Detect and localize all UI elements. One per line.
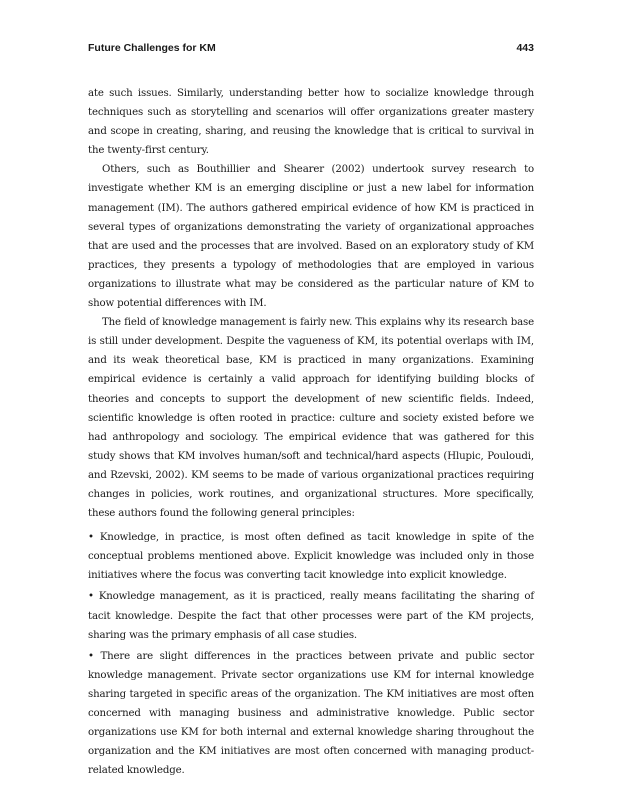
page-header: [88, 42, 534, 58]
bullet-icon: •: [88, 532, 94, 544]
list-item-text: There are slight differences in the practices between private and public sector knowledge management. Private sector organizations use KM for internal knowledge sharing targeted in specific areas of the organization. The KM initiatives are most often concerned with managing business and administrative knowledge. Public sector organizations use KM for both internal and external knowledge sharing throughout the organization and the KM initiatives are most often concerned with managing product-related knowledge.: [88, 650, 535, 777]
bullet-icon: •: [88, 650, 94, 662]
paragraph: The field of knowledge management is fairly new. This explains why its research base is still under development. Despite the vagueness of KM, its potential overlaps with IM, and its weak theoretical base, KM is practiced in many organizations. Examining empirical evidence is certainly a valid approach for identifying building blocks of theories and concepts to support the development of new scientific fields. Indeed, scientific knowledge is often rooted in practice: culture and society existed before we had anthropology and sociology. The empirical evidence that was gathered for this study shows that KM involves human/soft and technical/hard aspects (Hlupic, Pouloudi, and Rzevski, 2002). KM seems to be made of various organizational practices requiring changes in policies, work routines, and organizational structures. More specifically, these authors found the following general principles:: [88, 317, 534, 520]
list-item: [88, 528, 534, 585]
list-item-text: Knowledge, in practice, is most often defined as tacit knowledge in spite of the conceptual problems mentioned above. Explicit knowledge was included only in those initiatives where the focus was converting tacit knowledge into explicit knowledge.: [88, 532, 535, 582]
paragraph: Others, such as Bouthillier and Shearer (2002) undertook survey research to investigate whether KM is an emerging discipline or just a new label for information management (IM). The authors gathered empirical evidence of how KM is practiced in several types of organizations demonstrating the variety of organizational approaches that are used and the processes that are involved. Based on an exploratory study of KM practices, they presents a typology of methodologies that are employed in various organizations to illustrate what may be considered as the particular nature of KM to show potential differences with IM.: [88, 164, 534, 310]
bullet-list: [88, 528, 534, 780]
list-item: [88, 647, 534, 781]
running-title: Future Challenges for KM: [88, 42, 216, 54]
body-text: [88, 84, 534, 782]
bullet-icon: •: [88, 591, 94, 603]
list-item: [88, 587, 534, 644]
list-item-text: Knowledge management, as it is practiced, really means facilitating the sharing of tacit knowledge. Despite the fact that other processes were part of the KM projects, sharing was the primary emphasis of all case studies.: [88, 591, 535, 641]
page-number: 443: [516, 42, 534, 54]
paragraph: ate such issues. Similarly, understanding better how to socialize knowledge through techniques such as storytelling and scenarios will offer organizations greater mastery and scope in creating, sharing, and reusing the knowledge that is critical to survival in the twenty-first century.: [88, 88, 534, 157]
